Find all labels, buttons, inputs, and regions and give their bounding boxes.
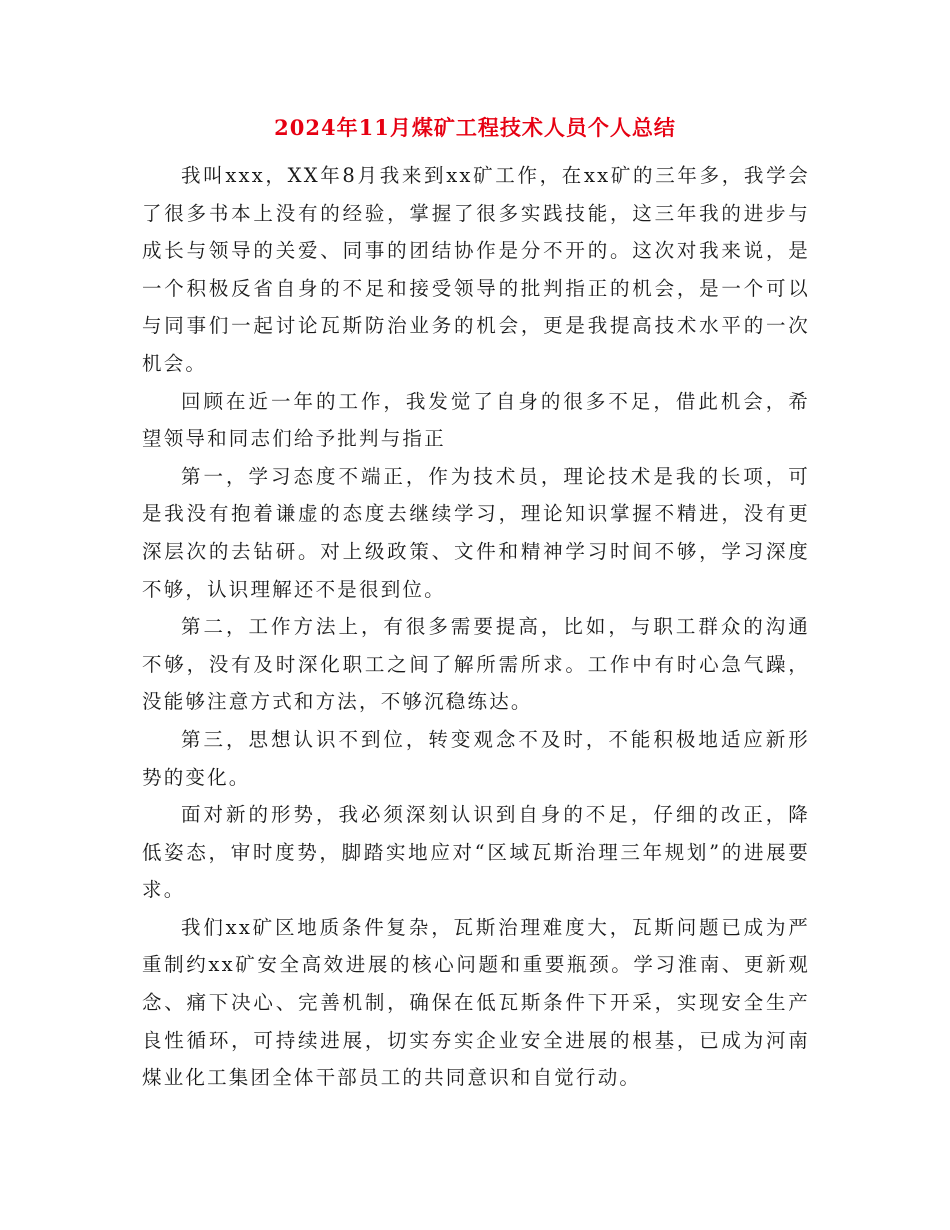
paragraph-review: 回顾在近一年的工作，我发觉了自身的很多不足，借此机会，希望领导和同志们给予批判与指正 — [142, 389, 810, 451]
paragraph-second: 第二，工作方法上，有很多需要提高，比如，与职工群众的沟通不够，没有及时深化职工之间了解所需所求。工作中有时心急气躁，没能够注意方式和方法，不够沉稳练达。 — [142, 615, 810, 714]
document-body — [142, 157, 810, 1097]
document-title: 2024年11月煤矿工程技术人员个人总结 — [274, 115, 676, 140]
paragraph-mine: 我们xx矿区地质条件复杂，瓦斯治理难度大，瓦斯问题已成为严重制约xx矿安全高效进展的核心问题和重要瓶颈。学习淮南、更新观念、痛下决心、完善机制，确保在低瓦斯条件下开采，实现安全生产良性循环，可持续进展，切实夯实企业安全进展的根基，已成为河南煤业化工集团全体干部员工的共同意识和自觉行动。 — [142, 915, 810, 1090]
paragraph-facing: 面对新的形势，我必须深刻认识到自身的不足，仔细的改正，降低姿态，审时度势，脚踏实地应对“区域瓦斯治理三年规划”的进展要求。 — [142, 803, 810, 902]
paragraph-first: 第一，学习态度不端正，作为技术员，理论技术是我的长项，可是我没有抱着谦虚的态度去继续学习，理论知识掌握不精进，没有更深层次的去钻研。对上级政策、文件和精神学习时间不够，学习深度不够，认识理解还不是很到位。 — [142, 464, 810, 601]
paragraph-third: 第三，思想认识不到位，转变观念不及时，不能积极地适应新形势的变化。 — [142, 727, 810, 789]
paragraph-intro: 我叫xxx，XX年8月我来到xx矿工作，在xx矿的三年多，我学会了很多书本上没有的经验，掌握了很多实践技能，这三年我的进步与成长与领导的关爱、同事的团结协作是分不开的。这次对我来说，是一个积极反省自身的不足和接受领导的批判指正的机会，是一个可以与同事们一起讨论瓦斯防治业务的机会，更是我提高技术水平的一次机会。 — [142, 164, 810, 375]
